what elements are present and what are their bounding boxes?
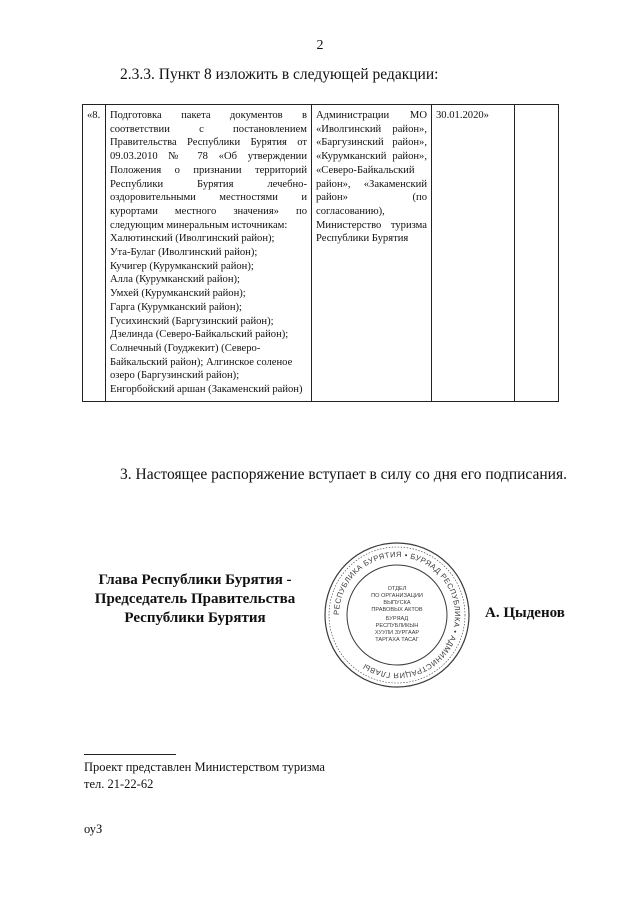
source-item: Солнечный (Гоуджекит) (Северо-Байкальский район); Алгинское соленое озеро (Баргузинский район); bbox=[110, 342, 293, 382]
seal-inner-line: ПРАВОВЫХ АКТОВ bbox=[371, 607, 423, 613]
row-number-cell: «8. bbox=[83, 105, 106, 402]
source-item: Умхей (Курумканский район); bbox=[110, 288, 246, 300]
seal-inner-line: ХУУЛИ ЗУРГААР bbox=[374, 630, 420, 636]
signatory-name: А. Цыденов bbox=[485, 605, 565, 621]
seal-inner-line: ПО ОРГАНИЗАЦИИ bbox=[371, 593, 423, 599]
section-heading: 2.3.3. Пункт 8 изложить в следующей редакции: bbox=[120, 66, 439, 83]
seal-outer-text bbox=[332, 550, 462, 680]
amendment-table bbox=[82, 104, 559, 402]
seal-inner-ring bbox=[347, 565, 447, 665]
source-item: Алла (Курумканский район); bbox=[110, 274, 240, 286]
seal-inner-line: РЕСПУБЛИКЫН bbox=[375, 623, 419, 629]
signature-title-line: Республики Бурятия bbox=[124, 610, 266, 626]
footnote-phone: тел. 21-22-62 bbox=[84, 777, 154, 791]
signature-title-line: Председатель Правительства bbox=[94, 591, 296, 607]
signature-title bbox=[70, 571, 320, 628]
source-item: Гарга (Курумканский район); bbox=[110, 301, 242, 313]
seal-inner-text bbox=[371, 586, 423, 643]
description-intro: Подготовка пакета документов в соответствии с постановлением Правительства Республики Бурятия от 09.03.2010 № 78 «Об утверждении Положения о признании территорий Республики Бурятия лечебно-оздоровительными местностями и курортами местного значения» по следующим минеральным источникам: bbox=[110, 110, 307, 231]
seal-inner-line: ВЫПУСКА bbox=[383, 600, 411, 606]
source-item: Кучигер (Курумканский район); bbox=[110, 260, 254, 272]
seal-outer-text-path: РЕСПУБЛИКА БУРЯТИЯ • БУРЯАД РЕСПУБЛИКА • АДМИНИСТРАЦИЯ ГЛАВЫ bbox=[331, 549, 463, 681]
deadline-cell: 30.01.2020» bbox=[432, 105, 515, 402]
footnote-line: Проект представлен Министерством туризма bbox=[84, 760, 325, 774]
empty-cell bbox=[515, 105, 559, 402]
source-item: Гусихинский (Баргузинский район); bbox=[110, 315, 274, 327]
signature-title-line: Глава Республики Бурятия - bbox=[98, 572, 292, 588]
seal-inner-line: ОТДЕЛ bbox=[387, 586, 407, 592]
document-code: оуЗ bbox=[84, 822, 103, 836]
official-seal bbox=[322, 540, 472, 690]
source-item: Дзелинда (Северо-Байкальский район); bbox=[110, 329, 289, 341]
closing-paragraph: 3. Настоящее распоряжение вступает в силу со дня его подписания. bbox=[120, 466, 567, 483]
footnote-divider bbox=[84, 754, 176, 755]
seal-dotted-ring bbox=[329, 547, 465, 683]
description-cell bbox=[106, 105, 312, 402]
seal-inner-line: БУРЯАД bbox=[385, 616, 409, 622]
executors-cell: Администрации МО «Иволгинский район», «Баргузинский район», «Курумканский район», «Северо-Байкальский район», «Закаменский район» (по согласованию), Министерство туризма Республики Бурятия bbox=[312, 105, 432, 402]
source-item: Халютинский (Иволгинский район); bbox=[110, 233, 275, 245]
source-item: Ута-Булаг (Иволгинский район); bbox=[110, 247, 258, 259]
source-item: Енгорбойский аршан (Закаменский район) bbox=[110, 384, 303, 396]
seal-inner-line: ТАРГАХА ТАСАГ bbox=[375, 637, 419, 643]
page-number: 2 bbox=[316, 38, 324, 53]
table-row bbox=[83, 105, 559, 402]
footnote bbox=[84, 759, 325, 793]
